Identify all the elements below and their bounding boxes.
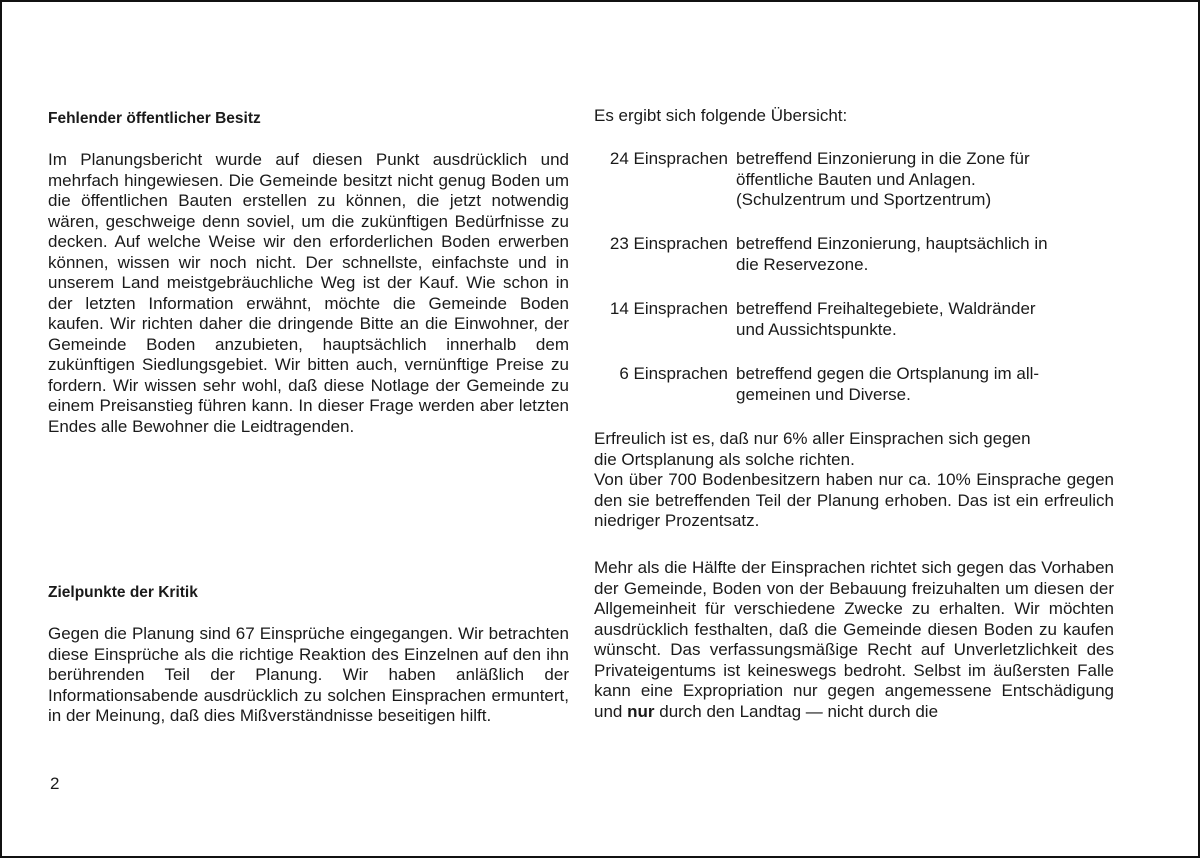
objection-description [736, 299, 1108, 340]
text-run: Mehr als die Hälfte der Einsprachen richtet sich gegen das Vorhaben der Gemeinde, Boden von der Bebauung freizuhalten um diesen der Allgemeinheit für verschiedene Zwecke zu erhalten. Wir möchten ausdrücklich festhalten, daß die Gemeinde diesen Boden zu kaufen wünscht. Das verfassungsmäßige Recht auf Unverletzlichkeit des Privateigentums ist keineswegs bedroht. Selbst im äußersten Falle kann eine Expropriation nur gegen angemessene Entschädigung und [594, 558, 1114, 721]
objection-line: betreffend Einzonierung, hauptsächlich in [736, 234, 1048, 253]
objection-description [736, 234, 1108, 275]
bold-emphasis: nur [627, 701, 655, 721]
objection-count: 24 Einsprachen [609, 149, 728, 168]
text-line: die Ortsplanung als solche richten. [594, 449, 855, 469]
paragraph-criticism-targets: Gegen die Planung sind 67 Einsprüche eingegangen. Wir betrachten diese Einsprüche als die richtige Reaktion des Einzelnen auf den ihn berührenden Teil der Planung. Wir haben anläßlich der Informationsabende ausdrücklich zu solchen Einsprachen ermuntert, in der Meinung, daß dies Mißverständnisse beseitigen hilft. [48, 624, 569, 725]
paragraph-share-of-objections [594, 429, 1114, 470]
objection-description [736, 364, 1108, 405]
section-heading-missing-public-property: Fehlender öffentlicher Besitz [48, 110, 261, 127]
objection-count: 6 Einsprachen [619, 364, 728, 383]
objection-line: betreffend gegen die Ortsplanung im all- [736, 364, 1040, 383]
objection-count: 23 Einsprachen [609, 234, 728, 253]
text-run: durch den Landtag — nicht durch die [659, 701, 939, 721]
overview-intro: Es ergibt sich folgende Übersicht: [594, 106, 848, 125]
objection-line: und Aussichtspunkte. [736, 319, 897, 339]
objection-line: betreffend Freihaltegebiete, Waldränder [736, 299, 1036, 318]
paragraph-majority-objections [594, 558, 1114, 722]
objection-line: (Schulzentrum und Sportzentrum) [736, 190, 992, 209]
objection-count: 14 Einsprachen [609, 299, 728, 318]
page-number: 2 [50, 774, 60, 793]
paragraph-missing-public-property: Im Planungsbericht wurde auf diesen Punkt ausdrücklich und mehrfach hingewiesen. Die Gemeinde besitzt nicht genug Boden um die öffentlichen Bauten erstellen zu können, die jetzt notwendig wären, geschweige denn soviel, um die zukünftigen Bedürfnisse zu decken. Auf welche Weise wir den erforderlichen Boden erwerben können, wissen wir noch nicht. Der schnellste, einfachste und in unserem Land meistgebräuchliche Weg ist der Kauf. Wie schon in der letzten Information erwähnt, möchte die Gemeinde Boden kaufen. Wir richten daher die dringende Bitte an die Einwohner, der Gemeinde Boden anzubieten, hauptsächlich innerhalb dem zukünftigen Siedlungsgebiet. Wir bitten auch, vernünftige Preise zu fordern. Wir wissen sehr wohl, daß diese Notlage der Gemeinde zu einem Preisanstieg führen kann. In dieser Frage werden aber letzten Endes alle Bewohner die Leidtragenden. [48, 150, 569, 436]
text-line: Erfreulich ist es, daß nur 6% aller Einsprachen sich gegen [594, 429, 1031, 448]
objection-line: gemeinen und Diverse. [736, 384, 911, 404]
section-heading-criticism-targets: Zielpunkte der Kritik [48, 584, 198, 601]
objection-line: betreffend Einzonierung in die Zone für [736, 149, 1030, 168]
paragraph-landowners: Von über 700 Bodenbesitzern haben nur ca. 10% Einsprache gegen den sie betreffenden Teil der Planung erhoben. Das ist ein erfreulich niedriger Prozentsatz. [594, 470, 1114, 530]
objection-description [736, 149, 1108, 211]
objection-line: öffentliche Bauten und Anlagen. [736, 169, 976, 189]
objection-line: die Reservezone. [736, 254, 869, 274]
